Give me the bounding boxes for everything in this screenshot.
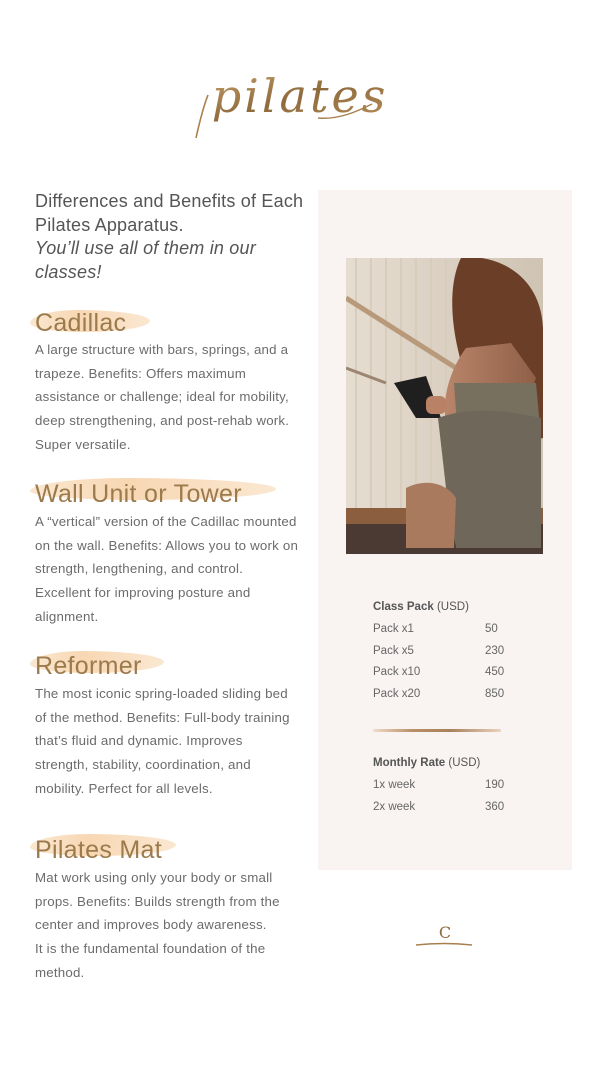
- price-row: [373, 688, 505, 700]
- monthly-rate-title: [373, 757, 480, 769]
- price-row-label: Pack x10: [373, 666, 421, 678]
- logo-script: [0, 60, 600, 150]
- section-title-wall-unit: Wall Unit or Tower: [35, 480, 242, 508]
- section-body-mat-2: It is the fundamental foundation of the method.: [35, 941, 266, 980]
- section-body-pilates-mat: [35, 866, 300, 985]
- logo-text: pilates: [211, 69, 389, 123]
- price-row-value: 450: [485, 666, 505, 678]
- section-body-mat-1: Mat work using only your body or small props. Benefits: Builds strength from the center and improves body awareness.: [35, 870, 280, 933]
- logo: [0, 60, 600, 150]
- intro-line-1: Differences and Benefits of Each Pilates Apparatus.: [35, 191, 304, 235]
- price-row: [373, 779, 505, 791]
- class-pack-label: Class Pack: [373, 601, 434, 613]
- monthly-rate-unit: (USD): [448, 757, 481, 769]
- price-row-value: 230: [485, 645, 505, 657]
- brand-mark-letter: C: [438, 923, 452, 942]
- price-row: [373, 666, 505, 678]
- divider: [373, 729, 501, 732]
- pilates-photo: [346, 258, 543, 554]
- price-row: [373, 645, 505, 657]
- section-body-wall-unit: A “vertical” version of the Cadillac mounted on the wall. Benefits: Allows you to work on strength, lengthening, and control. Excellent for improving posture and alignment.: [35, 514, 299, 624]
- section-title-pilates-mat: Pilates Mat: [35, 836, 162, 864]
- class-pack-unit: (USD): [436, 601, 469, 613]
- intro-text: [35, 190, 305, 284]
- price-row-label: Pack x5: [373, 645, 414, 657]
- section-body-reformer: The most iconic spring-loaded sliding bed of the method. Benefits: Full-body training that’s fluid and dynamic. Improves strength, stability, coordination, and mobility. Perfect for all levels.: [35, 686, 290, 796]
- section-title-cadillac: Cadillac: [35, 309, 127, 337]
- price-row-value: 850: [485, 688, 505, 700]
- price-row-label: Pack x20: [373, 688, 421, 700]
- monthly-rate-label: Monthly Rate: [373, 757, 446, 769]
- price-row-label: Pack x1: [373, 623, 414, 635]
- price-row: [373, 623, 498, 635]
- class-pack-title: [373, 601, 469, 613]
- price-row-value: 190: [485, 779, 505, 791]
- price-row: [373, 801, 505, 813]
- price-row-label: 1x week: [373, 779, 416, 791]
- section-body-cadillac: A large structure with bars, springs, and a trapeze. Benefits: Offers maximum assistance or challenge; ideal for mobility, deep strengthening, and post-rehab work. Super versatile.: [35, 342, 290, 452]
- price-row-value: 50: [485, 623, 498, 635]
- intro-line-2: You’ll use all of them in our classes!: [35, 238, 256, 282]
- price-row-label: 2x week: [373, 801, 416, 813]
- section-title-reformer: Reformer: [35, 652, 142, 680]
- brand-mark-icon: [414, 918, 474, 950]
- price-row-value: 360: [485, 801, 505, 813]
